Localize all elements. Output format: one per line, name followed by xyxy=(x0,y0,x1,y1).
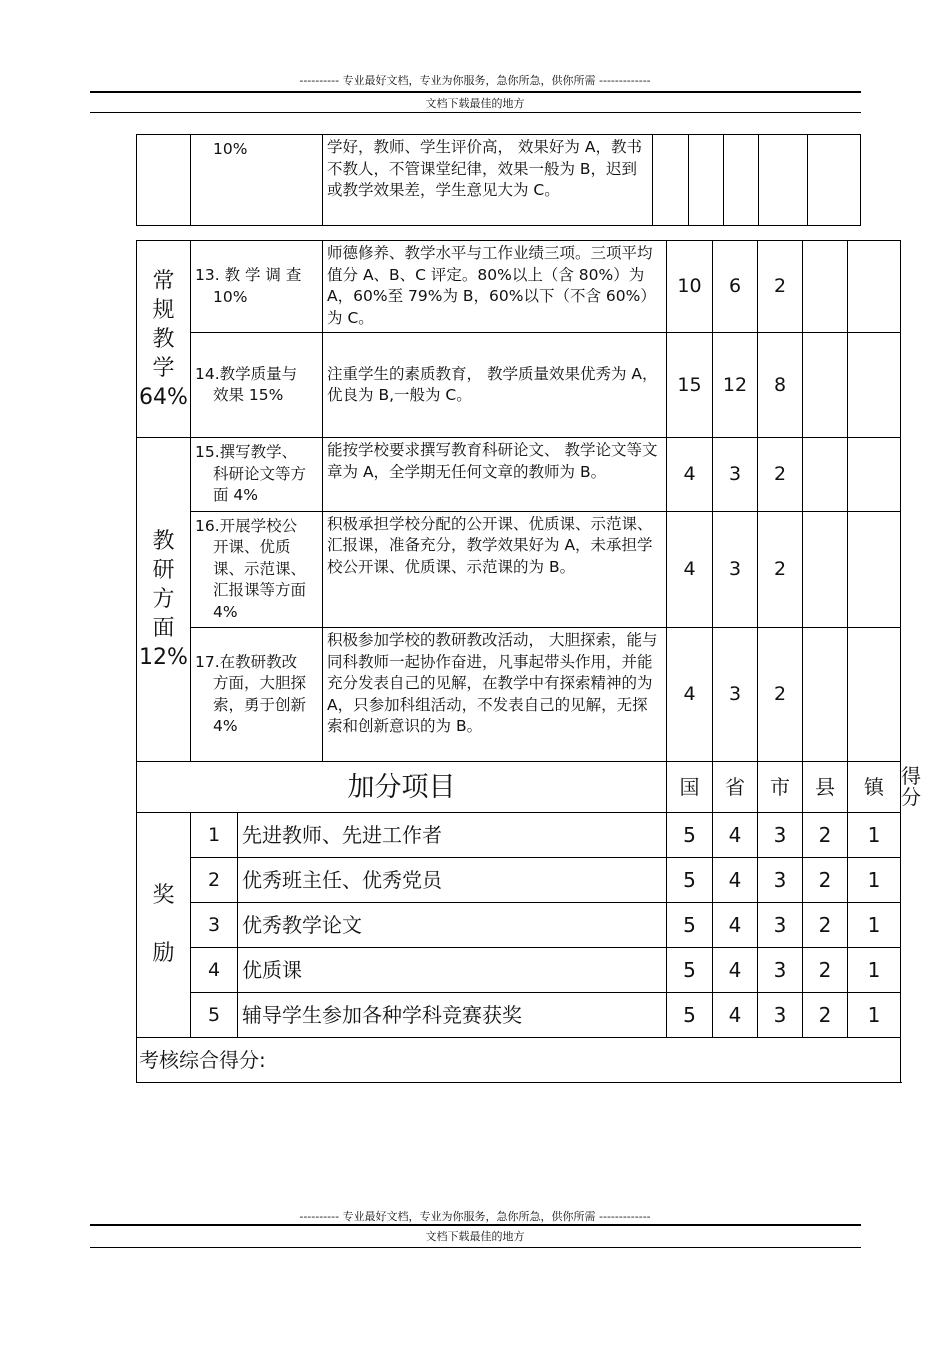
score-cell xyxy=(808,135,861,226)
score-c: 2 xyxy=(758,511,803,628)
points-town: 1 xyxy=(848,993,901,1038)
score-a: 4 xyxy=(667,628,713,762)
item-description: 学好，教师、学生评价高， 效果好为 A，教书不教人，不管课堂纪律，效果一般为 B，迟到或教学效果差，学生意见大为 C。 xyxy=(323,135,653,226)
category-regular-teaching: 常 规 教 学 64% xyxy=(137,241,191,438)
item-16-name: 16.开展学校公 开课、优质课、示范课、汇报课等方面 4% xyxy=(191,511,323,628)
bonus-index: 2 xyxy=(191,858,238,903)
header-rule-top xyxy=(90,91,861,93)
top-fragment-table xyxy=(136,134,861,226)
points-city: 3 xyxy=(758,993,803,1038)
score-c: 2 xyxy=(758,438,803,512)
bonus-row xyxy=(137,993,901,1038)
score-cell xyxy=(848,438,901,512)
header-subtitle: 文档下载最佳的地方 xyxy=(425,97,525,110)
score-cell xyxy=(803,438,848,512)
header-slogan: ---------- 专业最好文档，专业为你服务，急你所急，供你所需 ------------- xyxy=(299,74,651,87)
item-14-name: 14.教学质量与 效果 15% xyxy=(191,333,323,438)
level-city: 市 xyxy=(758,762,803,813)
bonus-name: 优秀班主任、优秀党员 xyxy=(238,858,667,903)
points-national: 5 xyxy=(667,948,713,993)
score-a: 10 xyxy=(667,241,713,333)
footer-subtitle: 文档下载最佳的地方 xyxy=(425,1230,525,1243)
score-cell xyxy=(689,135,724,226)
points-county: 2 xyxy=(803,903,848,948)
bonus-index: 3 xyxy=(191,903,238,948)
bonus-header-row: 加分项目 国 省 市 县 镇 得分 xyxy=(137,762,901,813)
level-national: 国 xyxy=(667,762,713,813)
score-cell xyxy=(848,241,901,333)
table-row xyxy=(137,438,901,512)
score-cell xyxy=(848,333,901,438)
item-17-name: 17.在教研教改 方面，大胆探索，勇于创新 4% xyxy=(191,628,323,762)
bonus-name: 辅导学生参加各种学科竞赛获奖 xyxy=(238,993,667,1038)
total-row xyxy=(137,1038,901,1083)
points-national: 5 xyxy=(667,903,713,948)
points-provincial: 4 xyxy=(713,813,758,858)
points-county: 2 xyxy=(803,858,848,903)
points-national: 5 xyxy=(667,813,713,858)
points-national: 5 xyxy=(667,858,713,903)
category-cell xyxy=(137,135,191,226)
level-town: 镇 xyxy=(848,762,901,813)
bonus-index: 1 xyxy=(191,813,238,858)
score-cell xyxy=(759,135,808,226)
score-cell xyxy=(653,135,689,226)
bonus-row xyxy=(137,948,901,993)
bonus-title: 加分项目 xyxy=(137,762,667,813)
bonus-index: 4 xyxy=(191,948,238,993)
points-county: 2 xyxy=(803,948,848,993)
points-provincial: 4 xyxy=(713,903,758,948)
score-c: 8 xyxy=(758,333,803,438)
bonus-name: 先进教师、先进工作者 xyxy=(238,813,667,858)
bonus-row xyxy=(137,858,901,903)
footer-rule-bottom xyxy=(90,1247,861,1248)
score-cell xyxy=(803,628,848,762)
score-c: 2 xyxy=(758,241,803,333)
score-b: 3 xyxy=(713,628,758,762)
item-15-name: 15.撰写教学、 科研论文等方面 4% xyxy=(191,438,323,512)
table-row xyxy=(137,628,901,762)
score-b: 3 xyxy=(713,438,758,512)
category-award: 奖 励 xyxy=(137,813,191,1038)
footer-rule-top xyxy=(90,1224,861,1226)
points-town: 1 xyxy=(848,813,901,858)
item-15-description: 能按学校要求撰写教育科研论文、 教学论文等文章为 A，全学期无任何文章的教师为 B。 xyxy=(323,438,667,512)
score-cell xyxy=(803,241,848,333)
points-county: 2 xyxy=(803,813,848,858)
score-cell xyxy=(848,511,901,628)
points-city: 3 xyxy=(758,813,803,858)
points-town: 1 xyxy=(848,948,901,993)
points-provincial: 4 xyxy=(713,858,758,903)
item-16-description: 积极承担学校分配的公开课、优质课、示范课、汇报课，准备充分，教学效果好为 A，未承担学校公开课、优质课、示范课的为 B。 xyxy=(323,511,667,628)
item-14-description: 注重学生的素质教育， 教学质量效果优秀为 A，优良为 B,一般为 C。 xyxy=(323,333,667,438)
item-13-name: 13. 教 学 调 查 10% xyxy=(191,241,323,333)
score-a: 4 xyxy=(667,438,713,512)
points-county: 2 xyxy=(803,993,848,1038)
score-b: 3 xyxy=(713,511,758,628)
bonus-name: 优秀教学论文 xyxy=(238,903,667,948)
item-weight: 10% xyxy=(191,135,323,226)
item-17-description: 积极参加学校的教研教改活动， 大胆探索，能与同科教师一起协作奋进，凡事起带头作用，并能充分发表自己的见解，在教学中有探索精神的为 A，只参加科组活动，不发表自己的见解，无探索和创新意识的为 B。 xyxy=(323,628,667,762)
table-row xyxy=(137,241,901,333)
bonus-row xyxy=(137,903,901,948)
points-provincial: 4 xyxy=(713,993,758,1038)
level-county: 县 xyxy=(803,762,848,813)
level-provincial: 省 xyxy=(713,762,758,813)
score-b: 12 xyxy=(713,333,758,438)
category-teaching-research: 教 研 方 面 12% xyxy=(137,438,191,762)
points-provincial: 4 xyxy=(713,948,758,993)
score-a: 15 xyxy=(667,333,713,438)
score-a: 4 xyxy=(667,511,713,628)
score-cell xyxy=(724,135,759,226)
bonus-name: 优质课 xyxy=(238,948,667,993)
points-city: 3 xyxy=(758,858,803,903)
total-score-label: 考核综合得分: xyxy=(137,1038,901,1083)
evaluation-table xyxy=(136,240,922,1083)
table-row xyxy=(137,333,901,438)
points-city: 3 xyxy=(758,948,803,993)
score-c: 2 xyxy=(758,628,803,762)
bonus-index: 5 xyxy=(191,993,238,1038)
points-town: 1 xyxy=(848,858,901,903)
points-city: 3 xyxy=(758,903,803,948)
score-b: 6 xyxy=(713,241,758,333)
bonus-row xyxy=(137,813,901,858)
table-row xyxy=(137,511,901,628)
item-13-description: 师德修养、教学水平与工作业绩三项。三项平均值分 A、B、C 评定。80%以上（含 80%）为 A，60%至 79%为 B，60%以下（不含 60%）为 C。 xyxy=(323,241,667,333)
score-cell xyxy=(848,628,901,762)
score-cell xyxy=(803,511,848,628)
header-rule-bottom xyxy=(90,112,861,113)
score-cell xyxy=(803,333,848,438)
points-town: 1 xyxy=(848,903,901,948)
footer-slogan: ---------- 专业最好文档，专业为你服务，急你所急，供你所需 ------------- xyxy=(299,1210,651,1223)
points-national: 5 xyxy=(667,993,713,1038)
